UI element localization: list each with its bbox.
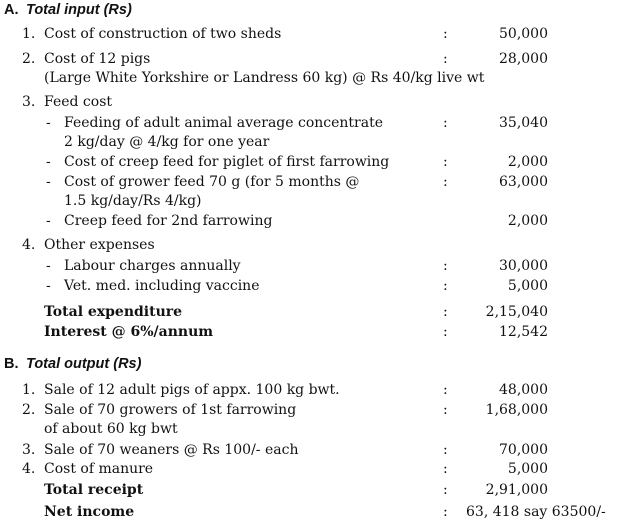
item-amount: 30,000 [499,258,548,274]
total-expenditure-row [0,304,618,324]
output-item [0,382,618,402]
item-label: Cost of construction of two sheds [44,26,282,42]
total-receipt-row [0,482,618,502]
total-receipt-amount: 2,91,000 [485,482,548,498]
item-label: Cost of grower feed 70 g (for 5 months @ [64,174,360,190]
item-amount: 50,000 [499,26,548,42]
section-a-heading [0,2,618,22]
input-item [0,51,618,71]
item-colon: : [443,26,448,42]
item-amount: 63,000 [499,174,548,190]
item-dash: - [46,278,51,294]
output-item [0,461,618,481]
item-label: Labour charges annually [64,258,241,274]
interest-row [0,324,618,344]
item-colon: : [443,324,448,340]
total-expenditure-amount: 2,15,040 [485,304,548,320]
item-amount: 28,000 [499,51,548,67]
input-item [0,237,618,257]
item-label: Sale of 12 adult pigs of appx. 100 kg bwt. [44,382,340,398]
input-subitem-continuation [0,193,618,213]
item-amount: 35,040 [499,115,548,131]
input-subitem [0,174,618,194]
item-colon: : [443,278,448,294]
section-b-letter: B. [4,356,19,372]
item-amount: 1,68,000 [485,402,548,418]
item-number: 4. [22,237,36,253]
item-dash: - [46,258,51,274]
interest-label: Interest @ 6%/annum [44,324,214,340]
item-colon: : [443,482,448,498]
item-label: Other expenses [44,237,155,253]
item-number: 4. [22,461,36,477]
item-label: of about 60 kg bwt [44,421,178,437]
item-number: 1. [22,26,36,42]
item-amount: 2,000 [507,154,548,170]
item-number: 3. [22,442,36,458]
item-label: 2 kg/day @ 4/kg for one year [64,134,270,150]
net-income-row [0,504,618,524]
item-label: Feed cost [44,94,113,110]
item-label: Sale of 70 growers of 1st farrowing [44,402,297,418]
input-subitem [0,258,618,278]
input-item-continuation [0,70,618,90]
net-income-amount: 63, 418 say 63500/- [466,504,606,520]
output-item-continuation [0,421,618,441]
input-subitem-continuation [0,134,618,154]
item-label: Vet. med. including vaccine [64,278,260,294]
item-number: 2. [22,402,36,418]
item-amount: 5,000 [507,278,548,294]
interest-amount: 12,542 [499,324,548,340]
item-label: (Large White Yorkshire or Landress 60 kg) @ Rs 40/kg live wt [44,70,485,86]
item-colon: : [443,461,448,477]
item-amount: 2,000 [507,213,548,229]
output-item [0,442,618,462]
item-label: Creep feed for 2nd farrowing [64,213,273,229]
total-expenditure-label: Total expenditure [44,304,183,320]
item-label: 1.5 kg/day/Rs 4/kg) [64,193,202,209]
item-amount: 70,000 [499,442,548,458]
net-income-label: Net income [44,504,135,520]
item-number: 3. [22,94,36,110]
item-label: Cost of manure [44,461,154,477]
item-label: Cost of creep feed for piglet of first farrowing [64,154,390,170]
item-colon: : [443,442,448,458]
item-colon: : [443,115,448,131]
item-colon: : [443,402,448,418]
item-dash: - [46,174,51,190]
item-amount: 48,000 [499,382,548,398]
item-amount: 5,000 [507,461,548,477]
output-item [0,402,618,422]
item-colon: : [443,154,448,170]
item-dash: - [46,154,51,170]
input-subitem [0,278,618,298]
item-label: Sale of 70 weaners @ Rs 100/- each [44,442,299,458]
item-number: 2. [22,51,36,67]
item-dash: - [46,213,51,229]
input-item [0,26,618,46]
item-number: 1. [22,382,36,398]
item-label: Feeding of adult animal average concentrate [64,115,383,131]
section-a-title: Total input (Rs) [26,2,132,18]
item-dash: - [46,115,51,131]
total-receipt-label: Total receipt [44,482,144,498]
input-subitem [0,154,618,174]
item-colon: : [443,258,448,274]
item-label: Cost of 12 pigs [44,51,151,67]
item-colon: : [443,51,448,67]
item-colon: : [443,504,448,520]
item-colon: : [443,174,448,190]
input-subitem [0,115,618,135]
section-a-letter: A. [4,2,19,18]
input-item [0,94,618,114]
section-b-heading [0,356,618,376]
section-b-title: Total output (Rs) [26,356,142,372]
item-colon: : [443,304,448,320]
input-subitem [0,213,618,233]
item-colon: : [443,382,448,398]
